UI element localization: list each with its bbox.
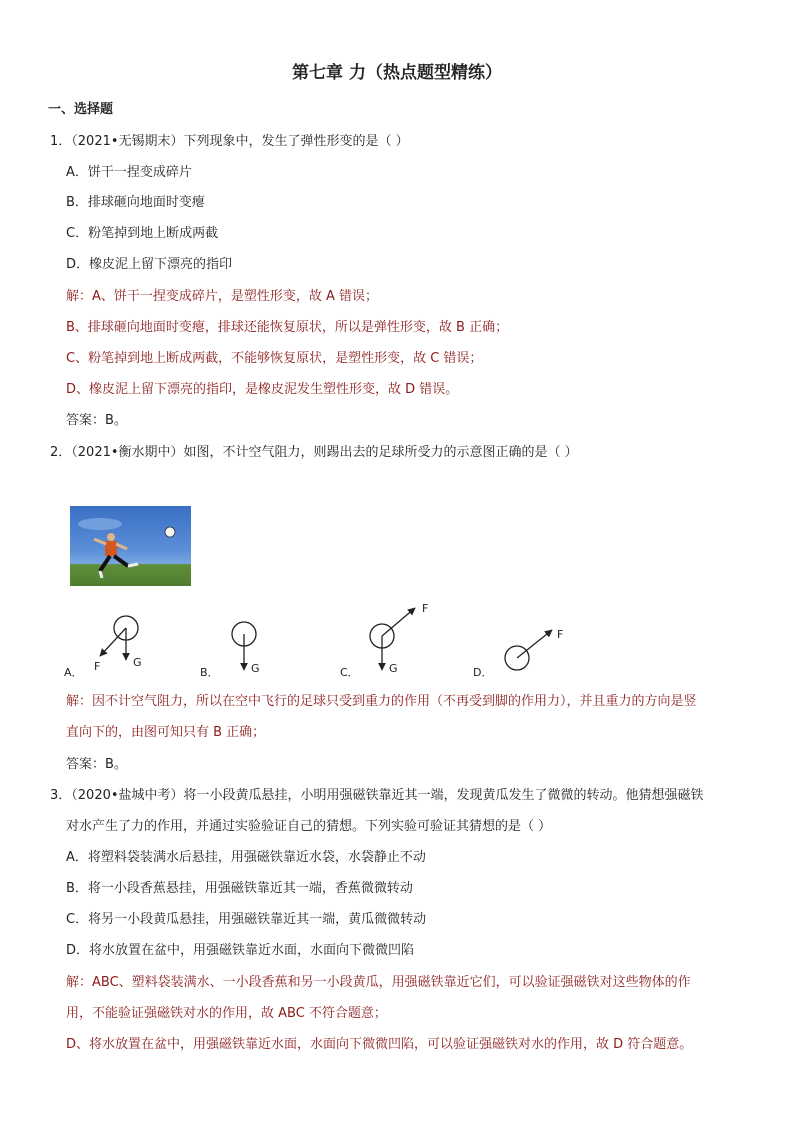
q2-solution-line: 解：因不计空气阻力，所以在空中飞行的足球只受到重力的作用（不再受到脚的作用力），并且重力的方向是竖 (66, 694, 697, 709)
section-heading: 一、选择题 (48, 102, 114, 117)
q1-option-b: B．排球砸向地面时变瘪 (66, 195, 205, 210)
q1-option-a: A．饼干一捏变成碎片 (66, 165, 192, 180)
option-c-f-label: F (422, 602, 429, 615)
q1-solution-line: B、排球砸向地面时变瘪，排球还能恢复原状，所以是弹性形变，故 B 正确； (66, 320, 509, 335)
option-b-letter: B． (200, 666, 219, 679)
q3-solution-line: D、将水放置在盆中，用强磁铁靠近水面，水面向下微微凹陷，可以验证强磁铁对水的作用，故 D 符合题意。 (66, 1037, 693, 1052)
q3-solution-line: 用，不能验证强磁铁对水的作用，故 ABC 不符合题意； (66, 1006, 387, 1021)
q3-solution-line: 解：ABC、塑料袋装满水、一小段香蕉和另一小段黄瓜，用强磁铁靠近它们，可以验证强磁铁对这些物体的作 (66, 975, 691, 990)
q3-option-c: C．将另一小段黄瓜悬挂，用强磁铁靠近其一端，黄瓜微微转动 (66, 912, 427, 927)
q3-option-b: B．将一小段香蕉悬挂，用强磁铁靠近其一端，香蕉微微转动 (66, 881, 413, 896)
q2-answer: 答案：B。 (66, 757, 127, 772)
q3-option-d: D．将水放置在盆中，用强磁铁靠近水面，水面向下微微凹陷 (66, 943, 415, 958)
q1-option-d: D．橡皮泥上留下漂亮的指印 (66, 257, 233, 272)
option-c-g-label: G (389, 662, 398, 675)
option-a-g-label: G (133, 656, 142, 669)
q2-stem: 2．（2021•衡水期中）如图，不计空气阻力，则踢出去的足球所受力的示意图正确的是（ ） (50, 445, 578, 460)
page-title: 第七章 力（热点题型精练） (292, 63, 502, 83)
option-a-letter: A． (64, 666, 83, 679)
option-c-letter: C． (340, 666, 359, 679)
q3-stem-line: 对水产生了力的作用，并通过实验验证自己的猜想。下列实验可验证其猜想的是（ ） (66, 819, 552, 834)
option-b-diagram (200, 622, 260, 679)
q3-stem-line: 3．（2020•盐城中考）将一小段黄瓜悬挂，小明用强磁铁靠近其一端，发现黄瓜发生了微微的转动。他猜想强磁铁 (50, 788, 704, 803)
q1-solution-line: C、粉笔掉到地上断成两截，不能够恢复原状，是塑性形变，故 C 错误； (66, 351, 483, 366)
option-a-f-label: F (94, 660, 101, 673)
option-a-diagram (64, 616, 142, 679)
option-c-diagram (340, 602, 428, 679)
q1-solution-line: D、橡皮泥上留下漂亮的指印，是橡皮泥发生塑性形变，故 D 错误。 (66, 382, 459, 397)
q1-stem: 1．（2021•无锡期末）下列现象中，发生了弹性形变的是（ ） (50, 134, 409, 149)
soccer-kick-photo (70, 506, 191, 586)
force-diagram-options (60, 598, 620, 680)
q2-solution-line: 直向下的，由图可知只有 B 正确； (66, 725, 266, 740)
option-d-letter: D． (473, 666, 493, 679)
option-d-f-label: F (557, 628, 564, 641)
q1-solution-line: 解：A、饼干一捏变成碎片，是塑性形变，故 A 错误； (66, 289, 379, 304)
q3-option-a: A．将塑料袋装满水后悬挂，用强磁铁靠近水袋，水袋静止不动 (66, 850, 426, 865)
option-b-g-label: G (251, 662, 260, 675)
q1-option-c: C．粉笔掉到地上断成两截 (66, 226, 219, 241)
q1-answer: 答案：B。 (66, 413, 127, 428)
option-d-diagram (473, 628, 563, 679)
